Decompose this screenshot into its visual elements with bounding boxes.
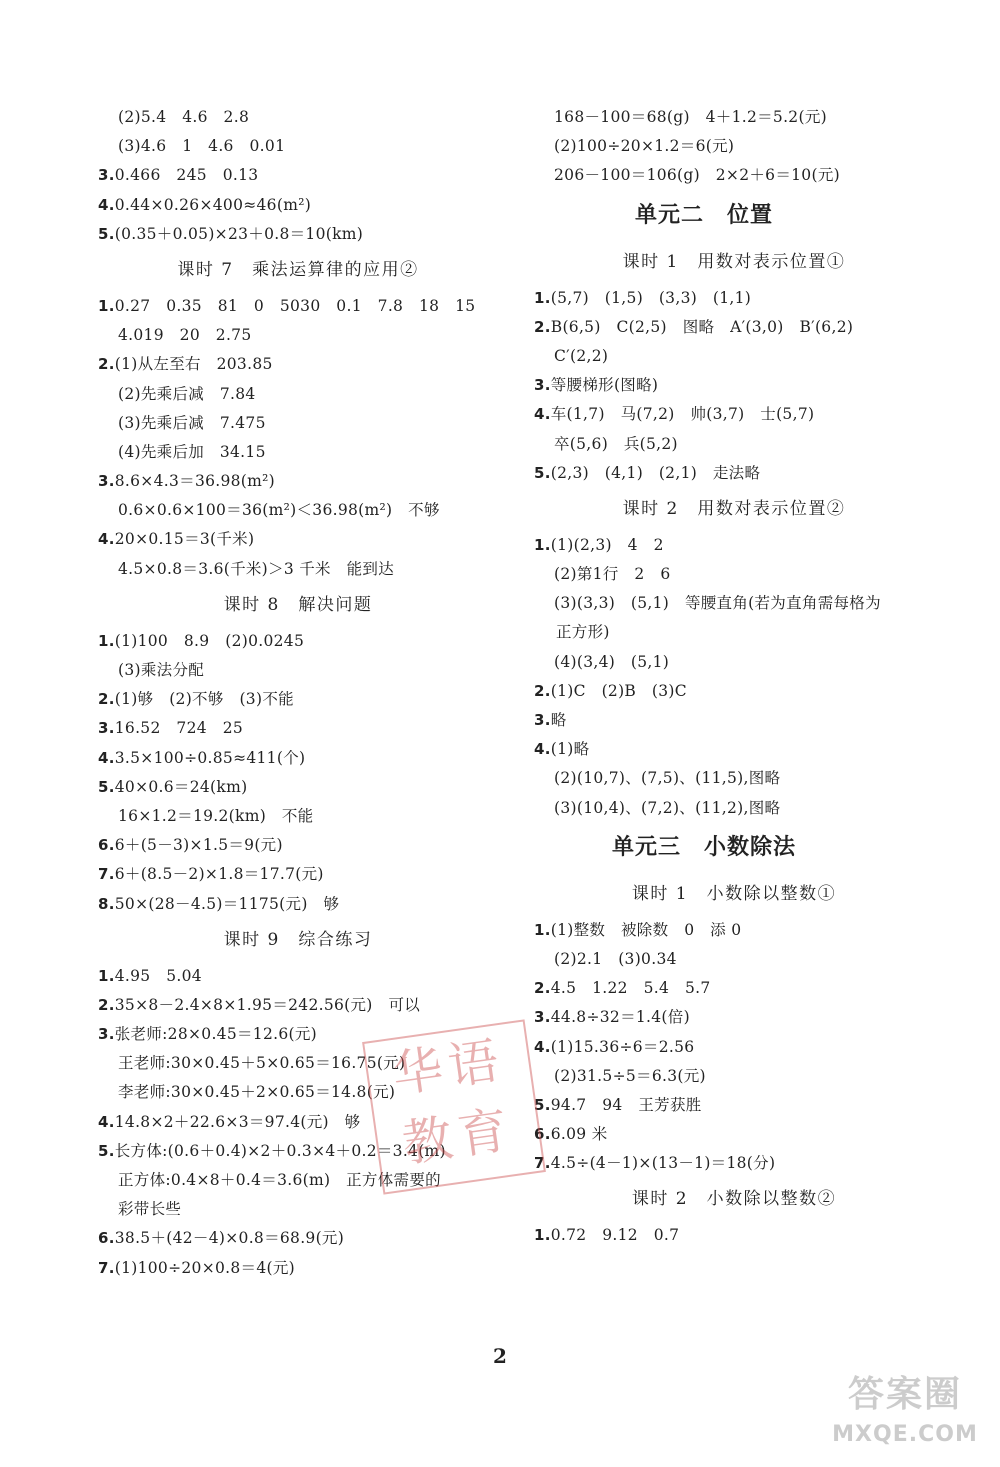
answer-text: 206－100＝106(g) 2×2＋6＝10(元) — [554, 166, 840, 185]
answer-text: 16×1.2＝19.2(km) 不能 — [118, 806, 314, 825]
answer-text: 4.5×0.8＝3.6(千米)＞3 千米 能到达 — [118, 559, 395, 578]
answer-text: 14.8×2＋22.6×3＝97.4(元) 够 — [114, 1112, 361, 1131]
question-number: 5. — [98, 224, 115, 243]
answer-text: 0.72 9.12 0.7 — [550, 1226, 680, 1245]
answer-text: 长方体:(0.6＋0.4)×2＋0.3×4＋0.2＝3.4(m) — [114, 1141, 446, 1160]
question-number: 2. — [98, 995, 115, 1014]
answer-line — [98, 350, 518, 379]
answer-line — [98, 773, 518, 802]
answer-line — [98, 555, 518, 584]
answer-text: 4.95 5.04 — [114, 966, 202, 985]
answer-line — [534, 342, 954, 371]
answer-line — [534, 706, 954, 735]
answer-text: 0.44×0.26×400≈46(m²) — [114, 195, 312, 214]
answer-text: 6＋(5－3)×1.5＝9(元) — [114, 836, 283, 855]
answer-text: C′(2,2) — [554, 346, 609, 365]
answer-line — [534, 794, 954, 823]
question-number: 4. — [98, 748, 115, 767]
lesson-heading: 课时 8 解决问题 — [223, 594, 373, 615]
answer-line — [534, 430, 954, 459]
answer-text: 李老师:30×0.45＋2×0.65＝14.8(元) — [118, 1083, 396, 1102]
answer-line — [98, 744, 518, 773]
answer-line — [534, 764, 954, 793]
answer-text: (3)4.6 1 4.6 0.01 — [118, 137, 286, 156]
answer-line — [98, 627, 518, 656]
answer-line — [98, 991, 518, 1020]
answer-text: (1)100 8.9 (2)0.0245 — [114, 631, 305, 650]
answer-text: (5,7) (1,5) (3,3) (1,1) — [550, 288, 752, 307]
answer-line — [534, 1091, 954, 1120]
answer-text: (1)(2,3) 4 2 — [550, 535, 664, 554]
unit-heading: 单元二 位置 — [634, 202, 773, 228]
answer-text: B(6,5) C(2,5) 图略 A′(3,0) B′(6,2) — [550, 317, 854, 336]
question-number: 1. — [534, 920, 551, 939]
question-number: 5. — [98, 777, 115, 796]
answer-line — [98, 656, 518, 685]
question-number: 7. — [98, 865, 115, 884]
answer-line — [98, 496, 518, 525]
answer-text: 168－100＝68(g) 4＋1.2＝5.2(元) — [554, 108, 827, 126]
answer-text: 8.6×4.3＝36.98(m²) — [114, 472, 276, 491]
answer-line — [534, 1120, 954, 1149]
answer-text: 正方形) — [556, 623, 610, 642]
answer-line — [98, 191, 518, 220]
answer-line — [534, 400, 954, 429]
answer-line — [98, 467, 518, 496]
answer-text: 4.5 1.22 5.4 5.7 — [550, 979, 711, 998]
answer-text: (2)先乘后减 7.84 — [118, 384, 256, 403]
question-number: 6. — [98, 1229, 115, 1248]
answer-line — [534, 161, 954, 190]
right-column — [534, 103, 954, 1251]
question-number: 1. — [534, 1226, 551, 1245]
question-number: 2. — [534, 681, 551, 700]
answer-text: 40×0.6＝24(km) — [114, 777, 248, 796]
answer-line — [534, 735, 954, 764]
answer-line — [98, 685, 518, 714]
answer-text: 王老师:30×0.45＋5×0.65＝16.75(元) — [118, 1054, 406, 1073]
answer-text: (2)100÷20×1.2＝6(元) — [554, 137, 735, 156]
answer-line — [534, 103, 954, 132]
answer-line — [534, 916, 954, 945]
question-number: 1. — [534, 535, 551, 554]
answer-line — [534, 459, 954, 488]
question-number: 3. — [534, 1008, 551, 1027]
answer-line — [534, 1033, 954, 1062]
question-number: 2. — [534, 317, 551, 336]
answer-line — [534, 945, 954, 974]
answer-text: (3)先乘后减 7.475 — [118, 413, 266, 432]
answer-line — [534, 531, 954, 560]
answer-line — [98, 1195, 518, 1224]
answer-text: 44.8÷32＝1.4(倍) — [550, 1008, 690, 1027]
answer-line — [98, 714, 518, 743]
question-number: 2. — [98, 690, 115, 709]
answer-text: 0.27 0.35 81 0 5030 0.1 7.8 18 15 — [114, 296, 476, 315]
answer-text: 20×0.15＝3(千米) — [114, 530, 255, 549]
answer-text: 94.7 94 王芳获胜 — [550, 1095, 702, 1114]
lesson-heading: 课时 9 综合练习 — [223, 929, 373, 950]
answer-text: (4)(3,4) (5,1) — [554, 652, 670, 671]
answer-text: (1)100÷20×0.8＝4(元) — [114, 1258, 295, 1277]
answer-text: 车(1,7) 马(7,2) 帅(3,7) 士(5,7) — [550, 405, 815, 424]
answer-text: (1)够 (2)不够 (3)不能 — [114, 690, 294, 709]
answer-line — [98, 1224, 518, 1253]
answer-text: (1)整数 被除数 0 添 0 — [550, 920, 742, 939]
question-number: 4. — [98, 1112, 115, 1131]
publisher-stamp — [362, 1019, 546, 1194]
answer-line — [534, 371, 954, 400]
answer-text: 16.52 724 25 — [114, 719, 244, 738]
answer-text: (1)从左至右 203.85 — [114, 355, 273, 374]
answer-text: (1)略 — [550, 740, 590, 759]
answer-line — [98, 380, 518, 409]
answer-line — [98, 802, 518, 831]
answer-text: 4.019 20 2.75 — [118, 326, 252, 345]
answer-line — [98, 1254, 518, 1283]
question-number: 3. — [534, 711, 551, 729]
site-watermark — [815, 1370, 995, 1450]
question-number: 2. — [98, 355, 115, 374]
answer-text: 略 — [550, 711, 567, 729]
stamp-line-1: 华语 — [388, 1030, 508, 1104]
answer-text: 4.5÷(4－1)×(13－1)＝18(分) — [550, 1154, 776, 1173]
answer-text: 0.466 245 0.13 — [114, 166, 259, 185]
answer-line — [534, 589, 954, 618]
watermark-logo-text: 答案圈 — [847, 1374, 962, 1415]
answer-line — [534, 974, 954, 1003]
answer-line — [534, 1221, 954, 1250]
answer-text: (3)(10,4)、(7,2)、(11,2),图略 — [554, 798, 781, 817]
answer-text: (0.35＋0.05)×23＋0.8＝10(km) — [114, 224, 364, 243]
question-number: 4. — [98, 195, 115, 214]
watermark-url: MXQE.COM — [832, 1422, 978, 1447]
question-number: 7. — [98, 1258, 115, 1277]
answer-text: (1)15.36÷6＝2.56 — [550, 1037, 695, 1056]
answer-text: 6＋(8.5－2)×1.8＝17.7(元) — [114, 865, 324, 884]
answer-text: 3.5×100÷0.85≈411(个) — [114, 748, 306, 767]
answer-text: (2,3) (4,1) (2,1) 走法略 — [550, 463, 761, 482]
answer-line — [534, 313, 954, 342]
answer-line — [98, 890, 518, 919]
unit-heading: 单元三 小数除法 — [611, 834, 796, 860]
answer-line — [98, 438, 518, 467]
answer-text: 彩带长些 — [118, 1200, 182, 1219]
question-number: 2. — [534, 979, 551, 998]
answer-text: 正方体:0.4×8＋0.4＝3.6(m) 正方体需要的 — [118, 1171, 441, 1189]
question-number: 5. — [534, 463, 551, 482]
question-number: 1. — [98, 966, 115, 985]
answer-line — [98, 409, 518, 438]
answer-line — [534, 677, 954, 706]
lesson-heading: 课时 1 用数对表示位置① — [622, 251, 846, 272]
answer-text: 6.09 米 — [550, 1125, 608, 1144]
answer-line — [98, 831, 518, 860]
answer-text: (2)2.1 (3)0.34 — [554, 949, 677, 968]
question-number: 1. — [534, 288, 551, 307]
answer-line — [534, 1062, 954, 1091]
lesson-heading: 课时 2 小数除以整数② — [631, 1189, 837, 1210]
answer-text: 35×8－2.4×8×1.95＝242.56(元) 可以 — [114, 995, 421, 1014]
answer-line — [534, 560, 954, 589]
answer-text: (2)5.4 4.6 2.8 — [118, 108, 250, 126]
answer-line — [98, 321, 518, 350]
answer-line — [98, 220, 518, 249]
stamp-line-2: 教育 — [398, 1100, 518, 1174]
answer-line — [534, 618, 954, 647]
lesson-heading: 课时 7 乘法运算律的应用② — [177, 259, 419, 280]
question-number: 3. — [98, 166, 115, 185]
lesson-heading: 课时 2 用数对表示位置② — [622, 498, 846, 519]
answer-line — [98, 103, 518, 132]
answer-line — [98, 525, 518, 554]
answer-line — [98, 860, 518, 889]
question-number: 3. — [98, 472, 115, 491]
lesson-heading: 课时 1 小数除以整数① — [631, 883, 837, 904]
answer-text: (2)31.5÷5＝6.3(元) — [554, 1066, 706, 1085]
answer-text: 38.5＋(42－4)×0.8＝68.9(元) — [114, 1229, 345, 1248]
question-number: 7. — [534, 1154, 551, 1173]
answer-line — [98, 132, 518, 161]
answer-text: 0.6×0.6×100＝36(m²)＜36.98(m²) 不够 — [118, 501, 440, 520]
answer-text: (2)(10,7)、(7,5)、(11,5),图略 — [554, 769, 781, 788]
answer-text: (2)第1行 2 6 — [554, 565, 671, 584]
answer-line — [98, 161, 518, 190]
question-number: 6. — [98, 836, 115, 855]
answer-line — [98, 962, 518, 991]
question-number: 3. — [98, 719, 115, 738]
question-number: 5. — [534, 1095, 551, 1114]
answer-line — [98, 292, 518, 321]
answer-text: (3)(3,3) (5,1) 等腰直角(若为直角需每格为 — [554, 594, 881, 613]
answer-line — [534, 1003, 954, 1032]
question-number: 4. — [534, 405, 551, 424]
question-number: 4. — [534, 740, 551, 759]
question-number: 5. — [98, 1141, 115, 1160]
answer-text: (1)C (2)B (3)C — [550, 681, 687, 700]
answer-line — [534, 1149, 954, 1178]
question-number: 8. — [98, 894, 115, 913]
answer-text: (4)先乘后加 34.15 — [118, 442, 266, 461]
answer-text: (3)乘法分配 — [118, 661, 205, 679]
question-number: 6. — [534, 1125, 551, 1144]
answer-text: 卒(5,6) 兵(5,2) — [554, 434, 678, 453]
question-number: 3. — [98, 1025, 115, 1044]
answer-line — [534, 132, 954, 161]
question-number: 3. — [534, 376, 551, 395]
question-number: 4. — [534, 1037, 551, 1056]
answer-text: 50×(28－4.5)＝1175(元) 够 — [114, 894, 340, 913]
question-number: 1. — [98, 296, 115, 315]
question-number: 1. — [98, 631, 115, 650]
answer-text: 张老师:28×0.45＝12.6(元) — [114, 1025, 318, 1044]
question-number: 4. — [98, 530, 115, 549]
page-number: 2 — [493, 1344, 507, 1368]
answer-text: 等腰梯形(图略) — [550, 376, 659, 395]
answer-line — [534, 284, 954, 313]
answer-line — [534, 648, 954, 677]
